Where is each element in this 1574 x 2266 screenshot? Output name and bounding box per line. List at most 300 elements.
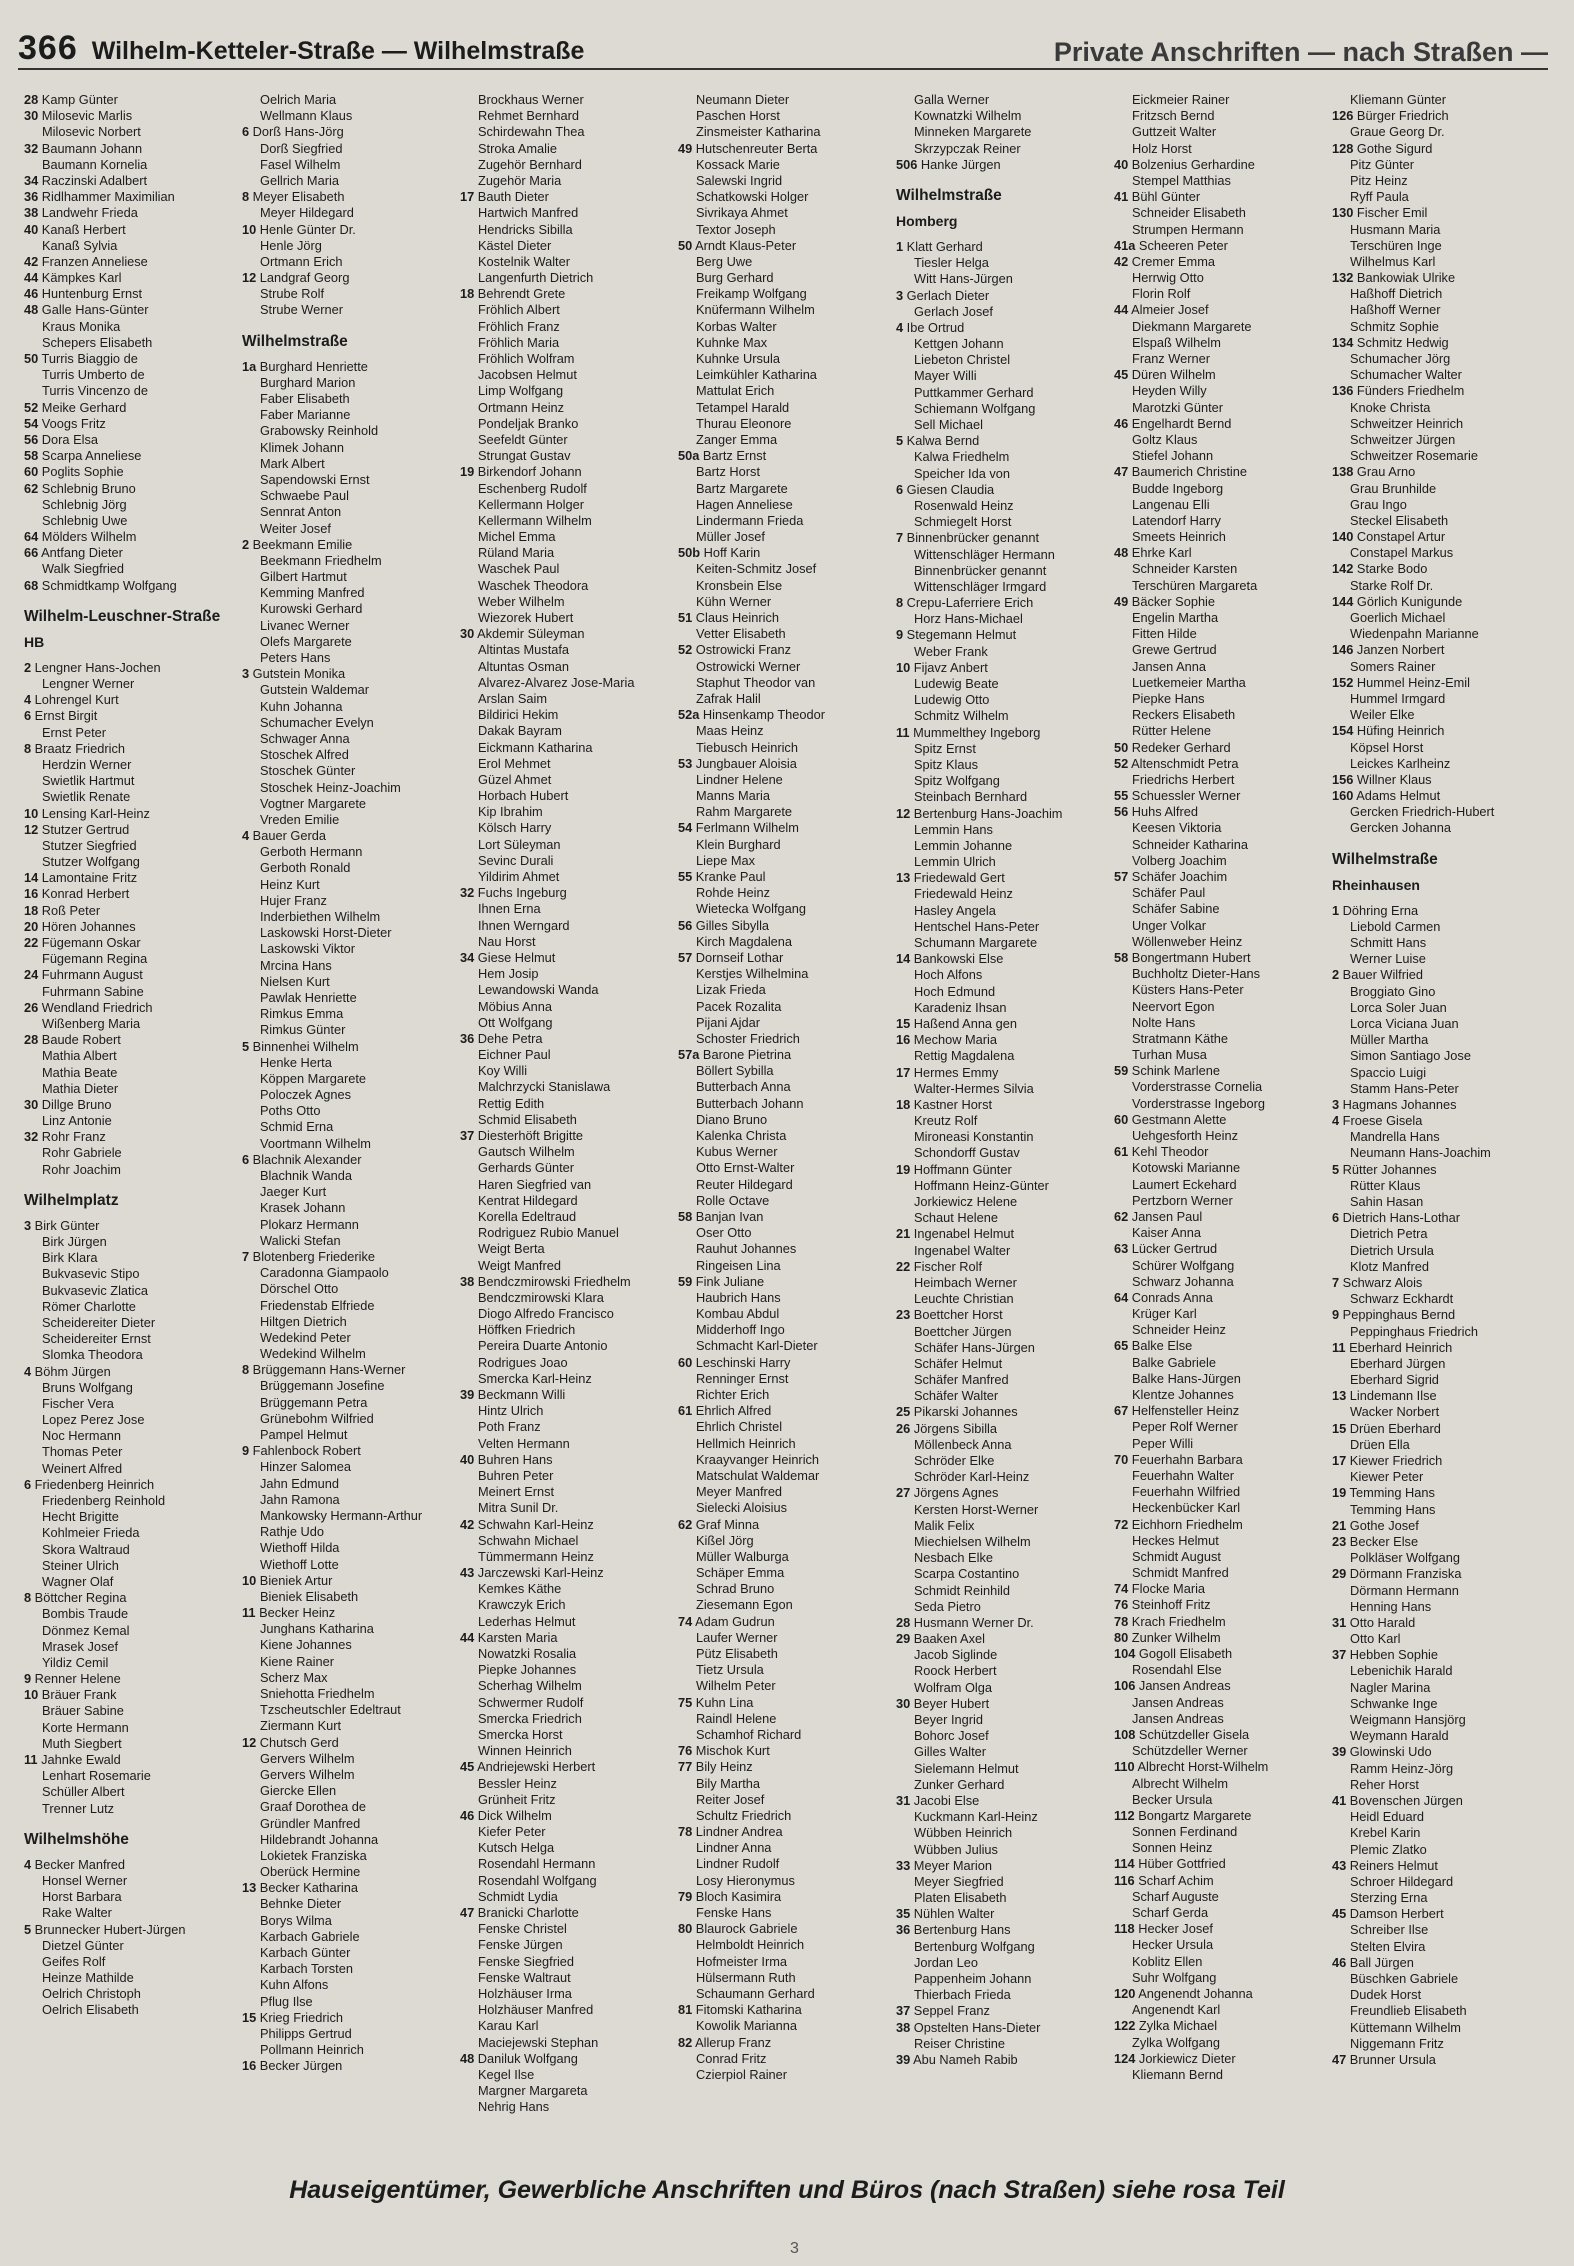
resident-name: Balke Else	[1128, 1338, 1193, 1354]
resident-name: Scheeren Peter	[1135, 237, 1228, 253]
resident-name: Birkendorf Johann	[474, 464, 582, 480]
resident-name: Mummelthey Ingeborg	[909, 724, 1041, 740]
resident-entry: Schäfer Sabine	[1132, 901, 1220, 917]
resident-name: Meike Gerhard	[38, 399, 127, 415]
resident-entry: Kellermann Holger	[478, 496, 584, 512]
resident-entry: Kuhn Johanna	[260, 698, 343, 714]
house-number: 25	[896, 1404, 911, 1420]
resident-entry	[24, 351, 242, 367]
resident-entry: Zafrak Halil	[696, 690, 761, 706]
house-number: 38	[24, 205, 39, 221]
resident-entry	[896, 1032, 1114, 1048]
resident-entry: Brüggemann Petra	[260, 1394, 368, 1410]
column-3	[460, 92, 678, 2132]
resident-name: Baude Robert	[38, 1032, 121, 1048]
resident-entry: Terschüren Inge	[1350, 237, 1442, 253]
house-number: 4	[896, 319, 904, 335]
resident-entry: Pawlak Henriette	[260, 989, 357, 1005]
resident-entry: Guttzeit Walter	[1132, 124, 1217, 140]
house-number: 23	[896, 1307, 911, 1323]
resident-entry: Ott Wolfgang	[478, 1014, 553, 1030]
resident-entry	[242, 1605, 460, 1621]
resident-entry	[1332, 772, 1550, 788]
house-number: 68	[24, 577, 39, 593]
resident-entry	[1114, 1241, 1332, 1257]
resident-entry: Wacker Norbert	[1350, 1404, 1440, 1420]
resident-entry: Pollmann Heinrich	[260, 2042, 364, 2058]
resident-name: Froese Gisela	[1339, 1113, 1423, 1129]
house-number: 65	[1114, 1338, 1129, 1354]
house-number: 6	[242, 1151, 250, 1167]
house-number: 54	[24, 415, 39, 431]
resident-name: Bolzenius Gerhardine	[1128, 156, 1255, 172]
house-number: 106	[1114, 1678, 1136, 1694]
resident-entry: Peppinghaus Friedrich	[1350, 1323, 1479, 1339]
resident-entry: Klotz Manfred	[1350, 1258, 1429, 1274]
house-number: 16	[24, 886, 39, 902]
resident-entry: Tümmermann Heinz	[478, 1548, 594, 1564]
resident-entry: Kanaß Sylvia	[42, 237, 118, 253]
resident-entry: Plemic Zlatko	[1350, 1841, 1427, 1857]
house-number: 43	[1332, 1857, 1347, 1873]
resident-entry: Böllert Sybilla	[696, 1063, 774, 1079]
resident-entry	[1332, 1566, 1550, 1582]
resident-name: Lohrengel Kurt	[31, 692, 119, 708]
resident-name: Barone Pietrina	[699, 1047, 792, 1063]
resident-name: Becker Jürgen	[256, 2058, 343, 2074]
resident-entry: Balke Gabriele	[1132, 1354, 1216, 1370]
resident-entry	[896, 2052, 1114, 2068]
house-number: 78	[678, 1824, 693, 1840]
resident-entry: Gerlach Josef	[914, 303, 993, 319]
house-number: 132	[1332, 270, 1354, 286]
resident-entry: Stoschek Günter	[260, 763, 356, 779]
resident-entry	[1114, 1759, 1332, 1775]
resident-entry: Reuter Hildegard	[696, 1176, 793, 1192]
resident-entry: Erol Mehmet	[478, 755, 551, 771]
resident-entry: Freikamp Wolfgang	[696, 286, 807, 302]
resident-entry: Fügemann Regina	[42, 951, 148, 967]
resident-entry	[1332, 1793, 1550, 1809]
resident-entry	[896, 1162, 1114, 1178]
resident-name: Pikarski Johannes	[910, 1404, 1018, 1420]
resident-name: Fischer Rolf	[910, 1258, 983, 1274]
resident-entry: Vorderstrasse Cornelia	[1132, 1079, 1263, 1095]
resident-name: Almeier Josef	[1128, 302, 1209, 318]
resident-name: Lengner Hans-Jochen	[31, 659, 161, 675]
resident-entry: Hildebrandt Johanna	[260, 1831, 379, 1847]
house-number: 8	[24, 740, 32, 756]
resident-entry: Pappenheim Johann	[914, 1971, 1032, 1986]
column-2	[242, 92, 460, 2132]
house-number: 37	[460, 1128, 475, 1143]
resident-entry: Lindermann Frieda	[696, 512, 804, 528]
resident-entry: Dakak Bayram	[478, 723, 562, 739]
resident-entry	[1332, 1744, 1550, 1760]
house-number: 32	[460, 885, 475, 901]
resident-entry	[1114, 1112, 1332, 1128]
resident-name: Schink Marlene	[1128, 1063, 1220, 1079]
resident-name: Ibe Ortrud	[903, 319, 965, 335]
house-number: 3	[24, 1217, 32, 1233]
house-number: 49	[1114, 593, 1129, 609]
resident-entry: Weber Wilhelm	[478, 593, 565, 609]
resident-name: Huhs Alfred	[1128, 804, 1198, 820]
resident-entry: Reckers Elisabeth	[1132, 707, 1236, 723]
resident-entry: Lopez Perez Jose	[42, 1412, 145, 1428]
resident-entry: Bräuer Sabine	[42, 1703, 124, 1719]
resident-entry	[1332, 1485, 1550, 1501]
resident-entry: Holzhäuser Irma	[478, 1985, 572, 2001]
resident-entry	[896, 1922, 1114, 1938]
house-number: 31	[896, 1792, 911, 1808]
resident-entry: Schmidt Lydia	[478, 1888, 558, 1904]
resident-name: Jacobi Else	[910, 1792, 980, 1808]
resident-name: Kiewer Friedrich	[1346, 1453, 1443, 1468]
resident-entry: Stiefel Johann	[1132, 448, 1214, 464]
resident-name: Reiners Helmut	[1346, 1857, 1438, 1873]
resident-entry: Rathje Udo	[260, 1524, 325, 1540]
resident-entry	[24, 919, 242, 935]
house-number: 17	[460, 189, 475, 205]
resident-entry	[1114, 1403, 1332, 1419]
resident-entry: Liebold Carmen	[1350, 918, 1441, 934]
resident-entry: Temming Hans	[1350, 1501, 1436, 1517]
resident-entry: Stroka Amalie	[478, 140, 557, 156]
resident-entry	[896, 1696, 1114, 1712]
resident-entry: Skora Waltraud	[42, 1541, 130, 1557]
resident-entry: Altintas Mustafa	[478, 642, 570, 658]
resident-name: Bauth Dieter	[474, 189, 549, 205]
resident-entry	[678, 2002, 896, 2018]
resident-entry	[1332, 723, 1550, 739]
resident-entry: Hülsermann Ruth	[696, 1969, 796, 1985]
resident-entry: Fröhlich Franz	[478, 318, 560, 334]
resident-name: Hecker Josef	[1134, 1921, 1213, 1937]
resident-name: Grau Arno	[1353, 464, 1416, 480]
resident-name: Bieniek Artur	[256, 1572, 333, 1588]
resident-name: Görlich Kunigunde	[1353, 593, 1463, 609]
resident-entry: Weber Frank	[914, 643, 988, 659]
resident-entry: Hoch Alfons	[914, 967, 983, 983]
resident-name: Arndt Klaus-Peter	[692, 237, 797, 253]
resident-entry: Schamhof Richard	[696, 1726, 802, 1742]
resident-entry: Jansen Anna	[1132, 658, 1207, 674]
resident-entry: Sivrikaya Ahmet	[696, 205, 788, 221]
resident-name: Mechow Maria	[910, 1032, 997, 1048]
resident-entry	[460, 2051, 678, 2067]
resident-entry: Turris Vincenzo de	[42, 383, 148, 399]
resident-name: Becker Manfred	[31, 1856, 126, 1872]
resident-entry: Korte Hermann	[42, 1719, 129, 1735]
house-number: 6	[896, 481, 904, 497]
resident-entry: Sevinc Durali	[478, 852, 554, 868]
resident-entry: Gerboth Hermann	[260, 844, 363, 860]
house-number: 140	[1332, 529, 1354, 545]
house-number: 46	[1114, 415, 1129, 431]
resident-entry: Staphut Theodor van	[696, 674, 816, 690]
resident-entry: Korella Edeltraud	[478, 1208, 577, 1224]
house-number: 3	[896, 287, 904, 303]
resident-entry	[896, 1097, 1114, 1113]
resident-entry: Velten Hermann	[478, 1435, 570, 1451]
resident-entry	[24, 1218, 242, 1234]
resident-entry: Neumann Dieter	[696, 92, 790, 107]
resident-entry: Reiter Josef	[696, 1791, 765, 1807]
resident-name: Scarpa Anneliese	[38, 448, 142, 464]
resident-entry	[1332, 1518, 1550, 1534]
house-number: 56	[678, 917, 693, 933]
resident-entry	[242, 270, 460, 286]
resident-entry: Wiethoff Hilda	[260, 1540, 340, 1556]
resident-entry: Bukvasevic Zlatica	[42, 1282, 148, 1298]
resident-entry	[24, 1477, 242, 1493]
resident-entry: Rütter Helene	[1132, 723, 1211, 739]
header-left	[18, 29, 584, 68]
resident-entry: Ihnen Werngard	[478, 917, 570, 933]
resident-entry: Wedekind Peter	[260, 1329, 351, 1345]
resident-entry: Stoschek Alfred	[260, 747, 349, 763]
resident-entry: Schirdewahn Thea	[478, 124, 585, 140]
house-number: 37	[896, 2003, 911, 2019]
resident-entry: Ringeisen Lina	[696, 1257, 781, 1273]
resident-entry: Ostrowicki Werner	[696, 658, 801, 674]
house-number: 9	[896, 627, 904, 643]
resident-entry: Balke Hans-Jürgen	[1132, 1370, 1241, 1386]
resident-entry	[242, 1152, 460, 1168]
resident-entry: Rohde Heinz	[696, 885, 770, 901]
house-number: 59	[678, 1273, 693, 1289]
resident-entry: Feuerhahn Walter	[1132, 1467, 1234, 1483]
resident-entry: Marotzki Günter	[1132, 399, 1224, 415]
resident-name: Blachnik Alexander	[249, 1151, 362, 1167]
house-number: 58	[678, 1208, 693, 1224]
resident-entry	[896, 1307, 1114, 1323]
resident-entry	[1114, 1452, 1332, 1468]
resident-entry: Schmitz Sophie	[1350, 318, 1439, 334]
resident-name: Damson Herbert	[1346, 1906, 1444, 1922]
resident-entry	[1332, 1421, 1550, 1437]
resident-entry: Peters Hans	[260, 650, 331, 665]
resident-entry: Eberhard Sigrid	[1350, 1372, 1439, 1388]
resident-entry	[1332, 1955, 1550, 1971]
resident-entry: Lemmin Hans	[914, 821, 993, 837]
resident-entry: Niggemann Fritz	[1350, 2035, 1444, 2051]
house-number: 64	[1114, 1289, 1129, 1305]
resident-entry: Schmiegelt Horst	[914, 514, 1012, 530]
resident-name: Fünders Friedhelm	[1353, 383, 1465, 399]
house-number: 20	[24, 918, 39, 934]
resident-entry: Muth Siegbert	[42, 1735, 122, 1751]
house-number: 47	[1114, 464, 1129, 480]
resident-name: Brunner Ursula	[1346, 2051, 1436, 2067]
house-number: 29	[1332, 1566, 1347, 1582]
resident-name: Abu Nameh Rabib	[910, 2051, 1018, 2067]
resident-entry: Florin Rolf	[1132, 286, 1191, 302]
resident-name: Fügemann Oskar	[38, 935, 141, 950]
resident-entry: Bertenburg Wolfgang	[914, 1938, 1035, 1954]
resident-name: Baumann Johann	[38, 140, 143, 156]
resident-entry: Geifes Rolf	[42, 1953, 106, 1969]
resident-entry: Rimkus Günter	[260, 1022, 346, 1038]
house-number: 17	[1332, 1453, 1347, 1468]
resident-name: Giese Helmut	[474, 949, 556, 965]
house-number: 15	[1332, 1420, 1347, 1436]
house-number: 54	[678, 820, 693, 836]
resident-entry: Thomas Peter	[42, 1444, 123, 1460]
resident-entry	[24, 886, 242, 902]
resident-entry: Sell Michael	[914, 417, 983, 432]
house-number: 26	[24, 999, 39, 1015]
resident-entry: Yildirim Ahmet	[478, 869, 560, 884]
house-number: 70	[1114, 1451, 1129, 1467]
resident-entry	[460, 1031, 678, 1047]
resident-name: Becker Else	[1346, 1533, 1419, 1549]
resident-entry	[678, 1921, 896, 1937]
resident-name: Bovenschen Jürgen	[1346, 1792, 1463, 1808]
resident-entry: Eschenberg Rudolf	[478, 480, 587, 496]
resident-name: Angenendt Johanna	[1135, 1985, 1253, 2001]
resident-entry: Trenner Lutz	[42, 1800, 115, 1816]
resident-entry	[460, 1808, 678, 1824]
resident-entry	[1114, 2018, 1332, 2034]
resident-entry: Starke Rolf Dr.	[1350, 577, 1434, 593]
resident-entry: Kalenka Christa	[696, 1128, 787, 1143]
house-number: 60	[1114, 1111, 1129, 1127]
resident-entry: Schumacher Walter	[1350, 367, 1462, 383]
resident-entry	[678, 1614, 896, 1630]
resident-name: Kalwa Bernd	[903, 433, 980, 449]
resident-entry: Bartz Horst	[696, 464, 760, 480]
resident-entry: Fritzsch Bernd	[1132, 108, 1215, 124]
resident-entry	[1114, 756, 1332, 772]
resident-name: Opstelten Hans-Dieter	[910, 2019, 1041, 2035]
resident-entry: Karbach Gabriele	[260, 1928, 360, 1944]
resident-entry: Walk Siegfried	[42, 561, 125, 577]
house-number: 4	[24, 1856, 32, 1872]
resident-entry: Spaccio Luigi	[1350, 1064, 1427, 1080]
resident-name: Leschinski Harry	[692, 1354, 791, 1370]
resident-name: Ball Jürgen	[1346, 1954, 1414, 1970]
resident-entry: Fenske Waltraut	[478, 1969, 571, 1985]
resident-entry: Burghard Marion	[260, 374, 356, 390]
resident-entry: Hoch Edmund	[914, 983, 996, 999]
resident-entry: Sapendowski Ernst	[260, 471, 370, 487]
resident-entry: Ludewig Otto	[914, 692, 990, 708]
resident-entry: Eichner Paul	[478, 1047, 551, 1063]
resident-entry: Junghans Katharina	[260, 1621, 374, 1637]
house-number: 14	[896, 951, 911, 967]
resident-entry: Grau Ingo	[1350, 496, 1407, 512]
resident-entry	[24, 967, 242, 983]
house-number: 61	[678, 1403, 693, 1419]
house-number: 18	[24, 902, 39, 918]
resident-entry: Spitz Ernst	[914, 740, 976, 756]
resident-entry: Hoffmann Heinz-Günter	[914, 1177, 1049, 1193]
resident-name: Bräuer Frank	[38, 1687, 117, 1703]
resident-entry: Feuerhahn Wilfried	[1132, 1484, 1241, 1500]
resident-entry: Weigmann Hansjörg	[1350, 1712, 1466, 1727]
resident-entry: Lindner Anna	[696, 1840, 772, 1856]
resident-entry	[896, 157, 1114, 173]
house-number: 46	[460, 1807, 475, 1823]
resident-entry: Michel Emma	[478, 529, 556, 545]
resident-entry: Schwarz Eckhardt	[1350, 1291, 1454, 1307]
resident-entry	[1114, 1338, 1332, 1354]
resident-name: Beekmann Emilie	[249, 536, 353, 552]
resident-entry: Sonnen Heinz	[1132, 1840, 1213, 1856]
resident-entry: Gervers Wilhelm	[260, 1766, 355, 1782]
house-number: 40	[460, 1451, 475, 1467]
resident-entry	[896, 530, 1114, 546]
resident-entry: Rosendahl Else	[1132, 1662, 1222, 1678]
resident-entry: Nolte Hans	[1132, 1014, 1196, 1030]
resident-entry	[24, 416, 242, 432]
house-number: 42	[1114, 253, 1129, 269]
resident-entry: Pereira Duarte Antonio	[478, 1338, 608, 1354]
resident-name: Adams Helmut	[1353, 788, 1441, 804]
house-number: 13	[242, 1880, 257, 1896]
house-number: 57	[1114, 869, 1129, 884]
resident-name: Raczinski Adalbert	[38, 172, 148, 188]
resident-entry: Hummel Irmgard	[1350, 690, 1446, 706]
resident-name: Janzen Norbert	[1353, 642, 1445, 658]
resident-entry: Honsel Werner	[42, 1872, 128, 1888]
resident-entry: Schmid Erna	[260, 1119, 334, 1135]
resident-entry: Winnen Heinrich	[478, 1743, 572, 1759]
resident-entry: Faber Marianne	[260, 407, 351, 423]
resident-entry: Strungat Gustav	[478, 448, 571, 464]
house-number: 28	[24, 92, 39, 107]
resident-entry: Kettgen Johann	[914, 336, 1004, 352]
resident-entry: Krebel Karin	[1350, 1825, 1421, 1841]
resident-entry: Tietz Ursula	[696, 1662, 764, 1678]
resident-entry: Nielsen Kurt	[260, 973, 330, 989]
resident-entry	[896, 806, 1114, 822]
street-heading: Wilhelmstraße	[896, 186, 1002, 204]
resident-entry: Wilhelmus Karl	[1350, 253, 1436, 269]
resident-name: Henle Günter Dr.	[256, 221, 356, 237]
house-number: 24	[24, 967, 39, 983]
resident-entry: Dietrich Ursula	[1350, 1242, 1434, 1258]
resident-entry: Ryff Paula	[1350, 189, 1409, 205]
resident-name: Steinhoff Fritz	[1128, 1597, 1211, 1613]
resident-entry: Laskowski Viktor	[260, 941, 356, 957]
resident-entry: Gercken Friedrich-Hubert	[1350, 804, 1495, 820]
resident-name: Engelhardt Bernd	[1128, 415, 1232, 431]
resident-name: Hoff Karin	[700, 545, 761, 561]
resident-entry: Tetampel Harald	[696, 399, 790, 415]
resident-entry: Karbach Günter	[260, 1945, 351, 1960]
resident-entry: Grewe Gertrud	[1132, 642, 1217, 658]
resident-entry: Kiene Johannes	[260, 1637, 352, 1653]
resident-entry: Weinert Alfred	[42, 1460, 123, 1476]
resident-entry	[242, 1573, 460, 1589]
street-heading: Wilhelmstraße	[1332, 850, 1438, 868]
house-number: 124	[1114, 2050, 1136, 2066]
resident-entry: Lizak Frieda	[696, 982, 766, 998]
resident-entry: Kossack Marie	[696, 156, 780, 172]
resident-entry: Walicki Stefan	[260, 1232, 341, 1248]
resident-name: Ingenabel Helmut	[910, 1226, 1015, 1242]
resident-entry	[896, 1485, 1114, 1501]
house-number: 9	[242, 1443, 250, 1459]
resident-entry	[1332, 108, 1550, 124]
resident-entry	[24, 270, 242, 286]
resident-entry: Lort Süleyman	[478, 836, 561, 852]
resident-entry: Zinsmeister Katharina	[696, 124, 821, 140]
resident-entry: Buchholtz Dieter-Hans	[1132, 966, 1261, 982]
